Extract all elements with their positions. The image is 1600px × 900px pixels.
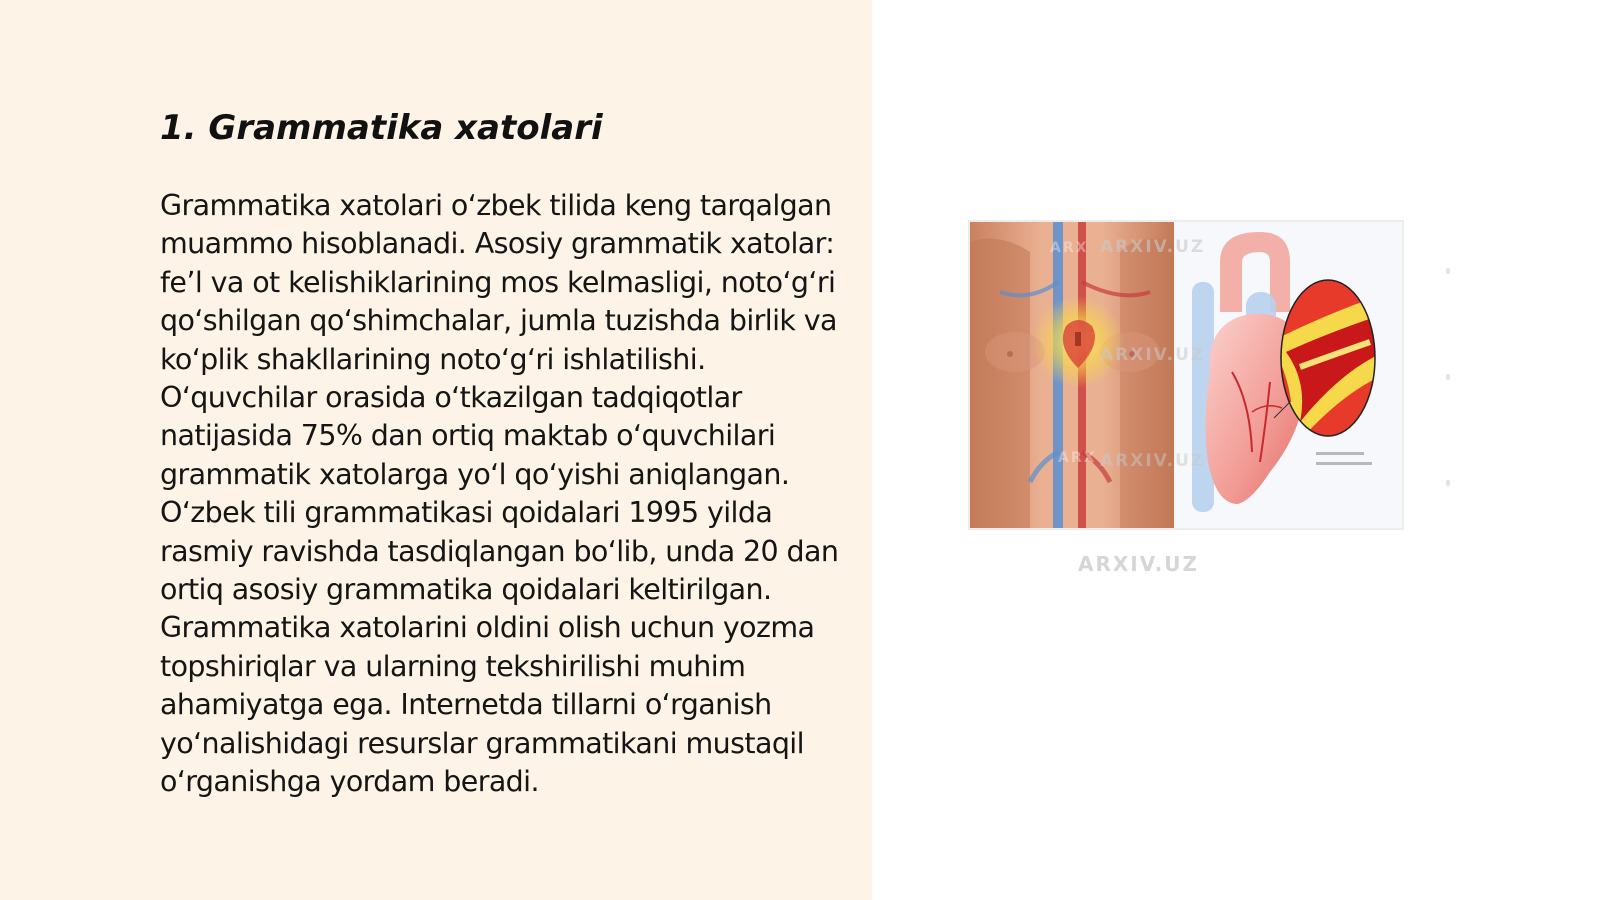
svg-text:ARX: ARX: [1058, 450, 1097, 466]
watermark-text: ARXIV.UZ: [1100, 451, 1206, 471]
edge-mark: [1446, 480, 1450, 486]
svg-text:ARX: ARX: [1050, 240, 1089, 256]
torso-panel: [970, 222, 1174, 528]
caption-watermark: ARXIV.UZ: [1078, 552, 1199, 576]
edge-mark: [1446, 374, 1450, 380]
watermark-text: ARXIV.UZ: [1100, 345, 1206, 365]
watermark-text: ARXIV.UZ: [1100, 237, 1206, 257]
edge-mark: [1446, 268, 1450, 274]
slide-body-text: Grammatika xatolari oʻzbek tilida keng tarqalgan muammo hisoblanadi. Asosiy grammatik xatolar: feʼl va ot kelishiklarining mos kelmasligi, notoʻgʻri qoʻshilgan qoʻshimchalar, jumla tuzishda birlik va koʻplik shakllarining notoʻgʻri ishlatilishi. Oʻquvchilar orasida oʻtkazilgan tadqiqotlar natijasida 75% dan ortiq maktab oʻquvchilari grammatik xatolarga yoʻl qoʻyishi aniqlangan. Oʻzbek tili grammatikasi qoidalari 1995 yilda rasmiy ravishda tasdiqlangan boʻlib, unda 20 dan ortiq asosiy grammatika qoidalari keltirilgan. Grammatika xatolarini oldini olish uchun yozma topshiriqlar va ularning tekshirilishi muhim ahamiyatga ega. Internetda tillarni oʻrganish yoʻnalishidagi resurslar grammatikani mustaqil oʻrganishga yordam beradi.: [160, 189, 839, 799]
slide-title: 1. Grammatika xatolari: [160, 108, 603, 148]
heart-artery-illustration: [968, 220, 1404, 530]
medical-illustration-svg: [970, 222, 1402, 528]
